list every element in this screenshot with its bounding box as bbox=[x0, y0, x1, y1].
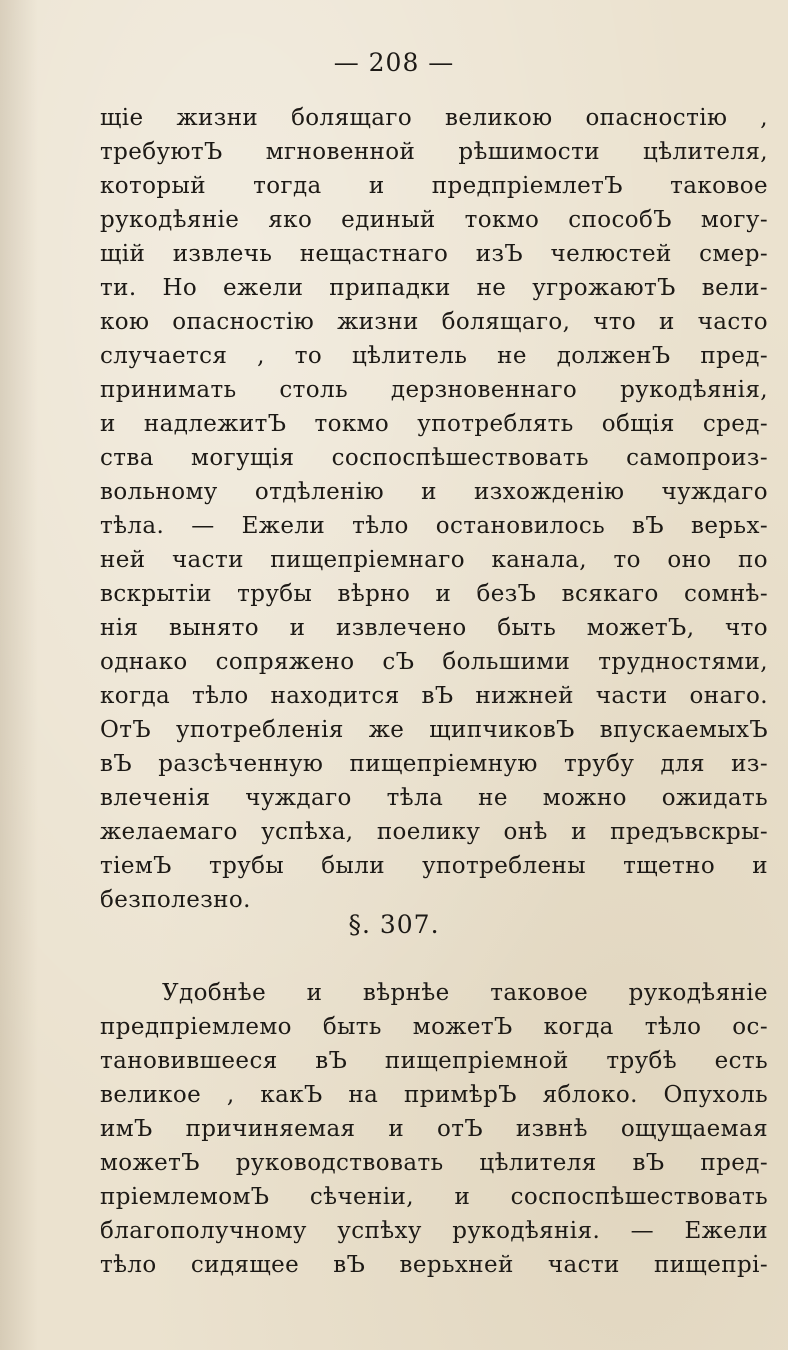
text-line: желаемаго успѣха, поелику онѣ и предъвскры- bbox=[100, 819, 768, 845]
text-line: нія вынято и извлечено быть можетЪ, что bbox=[100, 615, 768, 641]
text-line: тановившееся вЪ пищепріемной трубѣ есть bbox=[100, 1048, 768, 1074]
paragraph-2 bbox=[100, 976, 768, 1282]
text-line: великое , какЪ на примѣрЪ яблоко. Опухоль bbox=[100, 1082, 768, 1108]
text-line: ства могущія соспоспѣшествовать самопроиз- bbox=[100, 445, 768, 471]
text-line: имЪ причиняемая и отЪ извнѣ ощущаемая bbox=[100, 1116, 768, 1142]
page-number: — 208 — bbox=[333, 48, 455, 77]
text-line: щій извлечь нещастнаго изЪ челюстей смер- bbox=[100, 241, 768, 267]
section-heading: §. 307. bbox=[348, 910, 440, 939]
text-line: предпріемлемо быть можетЪ когда тѣло ос- bbox=[100, 1014, 768, 1040]
text-line: ти. Но ежели припадки не угрожаютЪ вели- bbox=[100, 275, 768, 301]
text-line: случается , то цѣлитель не долженЪ пред- bbox=[100, 343, 768, 369]
text-line: тѣла. — Ежели тѣло остановилось вЪ верьх- bbox=[100, 513, 768, 539]
gutter-shadow bbox=[0, 0, 38, 1350]
text-line: когда тѣло находится вЪ нижней части онаго. bbox=[100, 683, 768, 709]
text-line: влеченія чуждаго тѣла не можно ожидать bbox=[100, 785, 768, 811]
paragraph-1 bbox=[100, 101, 768, 917]
text-line: вольному отдѣленію и изхожденію чуждаго bbox=[100, 479, 768, 505]
text-line: который тогда и предпріемлетЪ таковое bbox=[100, 173, 768, 199]
text-line: можетЪ руководствовать цѣлителя вЪ пред- bbox=[100, 1150, 768, 1176]
text-line: тіемЪ трубы были употреблены тщетно и bbox=[100, 853, 768, 879]
text-line: требуютЪ мгновенной рѣшимости цѣлителя, bbox=[100, 139, 768, 165]
text-line: и надлежитЪ токмо употреблять общія сред- bbox=[100, 411, 768, 437]
text-line: безполезно. bbox=[100, 887, 251, 913]
text-line: пріемлемомЪ сѣченіи, и соспоспѣшествовать bbox=[100, 1184, 768, 1210]
text-line: ОтЪ употребленія же щипчиковЪ впускаемыхЪ bbox=[100, 717, 768, 743]
text-line: щіе жизни болящаго великою опасностію , bbox=[100, 105, 768, 131]
text-line: принимать столь дерзновеннаго рукодѣянія, bbox=[100, 377, 768, 403]
text-line: благополучному успѣху рукодѣянія. — Ежели bbox=[100, 1218, 768, 1244]
text-line: Удобнѣе и вѣрнѣе таковое рукодѣяніе bbox=[162, 980, 768, 1006]
text-line: тѣло сидящее вЪ верьхней части пищепрі- bbox=[100, 1252, 768, 1278]
text-line: кою опасностію жизни болящаго, что и часто bbox=[100, 309, 768, 335]
text-line: вЪ разсѣченную пищепріемную трубу для из- bbox=[100, 751, 768, 777]
text-line: однако сопряжено сЪ большими трудностями, bbox=[100, 649, 768, 675]
text-line: вскрытіи трубы вѣрно и безЪ всякаго сомнѣ- bbox=[100, 581, 768, 607]
text-line: рукодѣяніе яко единый токмо способЪ могу- bbox=[100, 207, 768, 233]
text-line: ней части пищепріемнаго канала, то оно по bbox=[100, 547, 768, 573]
